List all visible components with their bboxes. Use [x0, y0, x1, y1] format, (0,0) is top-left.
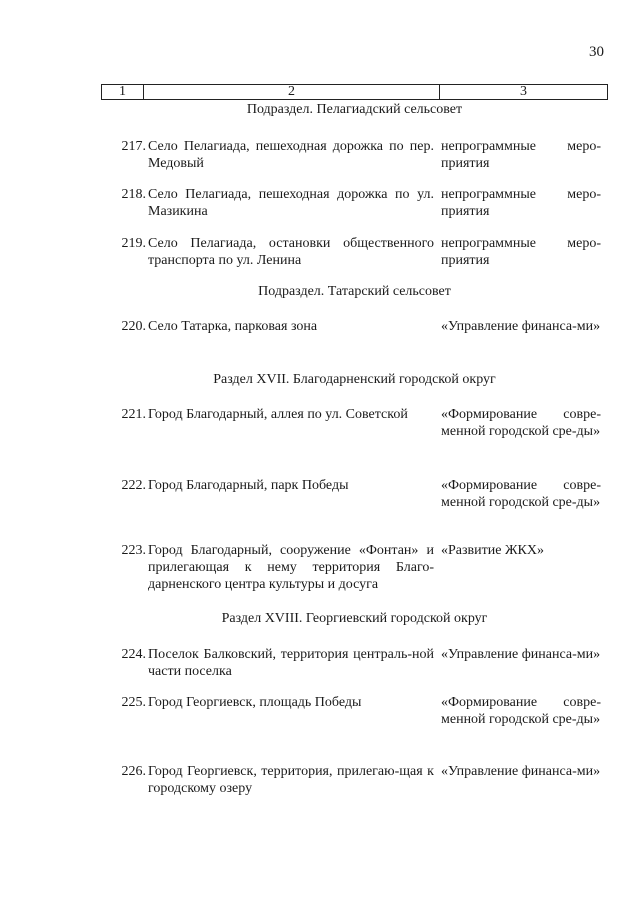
entry-place: Поселок Балковский, территория централь-ной части поселка	[148, 647, 434, 679]
entry-number: 221.	[121, 407, 146, 422]
entry-place: Село Пелагиада, пешеходная дорожка по ул. Мазикина	[148, 187, 434, 219]
entry-program: «Управление финанса-ми»	[441, 764, 601, 779]
entry-number: 218.	[121, 187, 146, 202]
entry-program: «Управление финанса-ми»	[441, 319, 601, 334]
entry-number: 226.	[121, 764, 146, 779]
entry-number: 223.	[121, 543, 146, 558]
entry-place: Город Георгиевск, территория, прилегаю-щая к городскому озеру	[148, 764, 434, 796]
entry-program: непрограммные меро-приятия	[441, 187, 601, 219]
entry-place: Село Татарка, парковая зона	[148, 319, 318, 334]
page-number: 30	[589, 44, 604, 60]
column-header-2: 2	[144, 85, 440, 99]
subsection-heading: Подраздел. Татарский сельсовет	[258, 284, 451, 299]
entry-program: непрограммные меро-приятия	[441, 139, 601, 171]
entry-program: «Формирование совре-менной городской сре-ды»	[441, 695, 601, 727]
entry-place: Город Благодарный, парк Победы	[148, 478, 349, 493]
entry-number: 220.	[121, 319, 146, 334]
entry-number: 222.	[121, 478, 146, 493]
entry-number: 224.	[121, 647, 146, 662]
column-header-1: 1	[102, 85, 144, 99]
entry-number: 219.	[121, 236, 146, 251]
entry-place: Город Георгиевск, площадь Победы	[148, 695, 362, 710]
entry-program: «Формирование совре-менной городской сре-ды»	[441, 478, 601, 510]
entry-program: «Формирование совре-менной городской сре-ды»	[441, 407, 601, 439]
section-heading: Раздел XVIII. Георгиевский городской округ	[221, 611, 488, 626]
entry-number: 217.	[121, 139, 146, 154]
entry-program: непрограммные меро-приятия	[441, 236, 601, 268]
subsection-heading: Подраздел. Пелагиадский сельсовет	[246, 102, 463, 117]
column-header-row	[101, 84, 608, 100]
entry-place: Село Пелагиада, пешеходная дорожка по пер. Медовый	[148, 139, 434, 171]
entry-number: 225.	[121, 695, 146, 710]
entry-program: «Управление финанса-ми»	[441, 647, 601, 662]
column-header-3: 3	[520, 84, 527, 99]
entry-place: Село Пелагиада, остановки общественного транспорта по ул. Ленина	[148, 236, 434, 268]
section-heading: Раздел XVII. Благодарненский городской округ	[213, 372, 496, 387]
entry-place: Город Благодарный, сооружение «Фонтан» и прилегающая к нему территория Благо-дарненского центра культуры и досуга	[148, 543, 434, 592]
entry-place: Город Благодарный, аллея по ул. Советской	[148, 407, 408, 422]
entry-program: «Развитие ЖКХ»	[441, 543, 544, 558]
